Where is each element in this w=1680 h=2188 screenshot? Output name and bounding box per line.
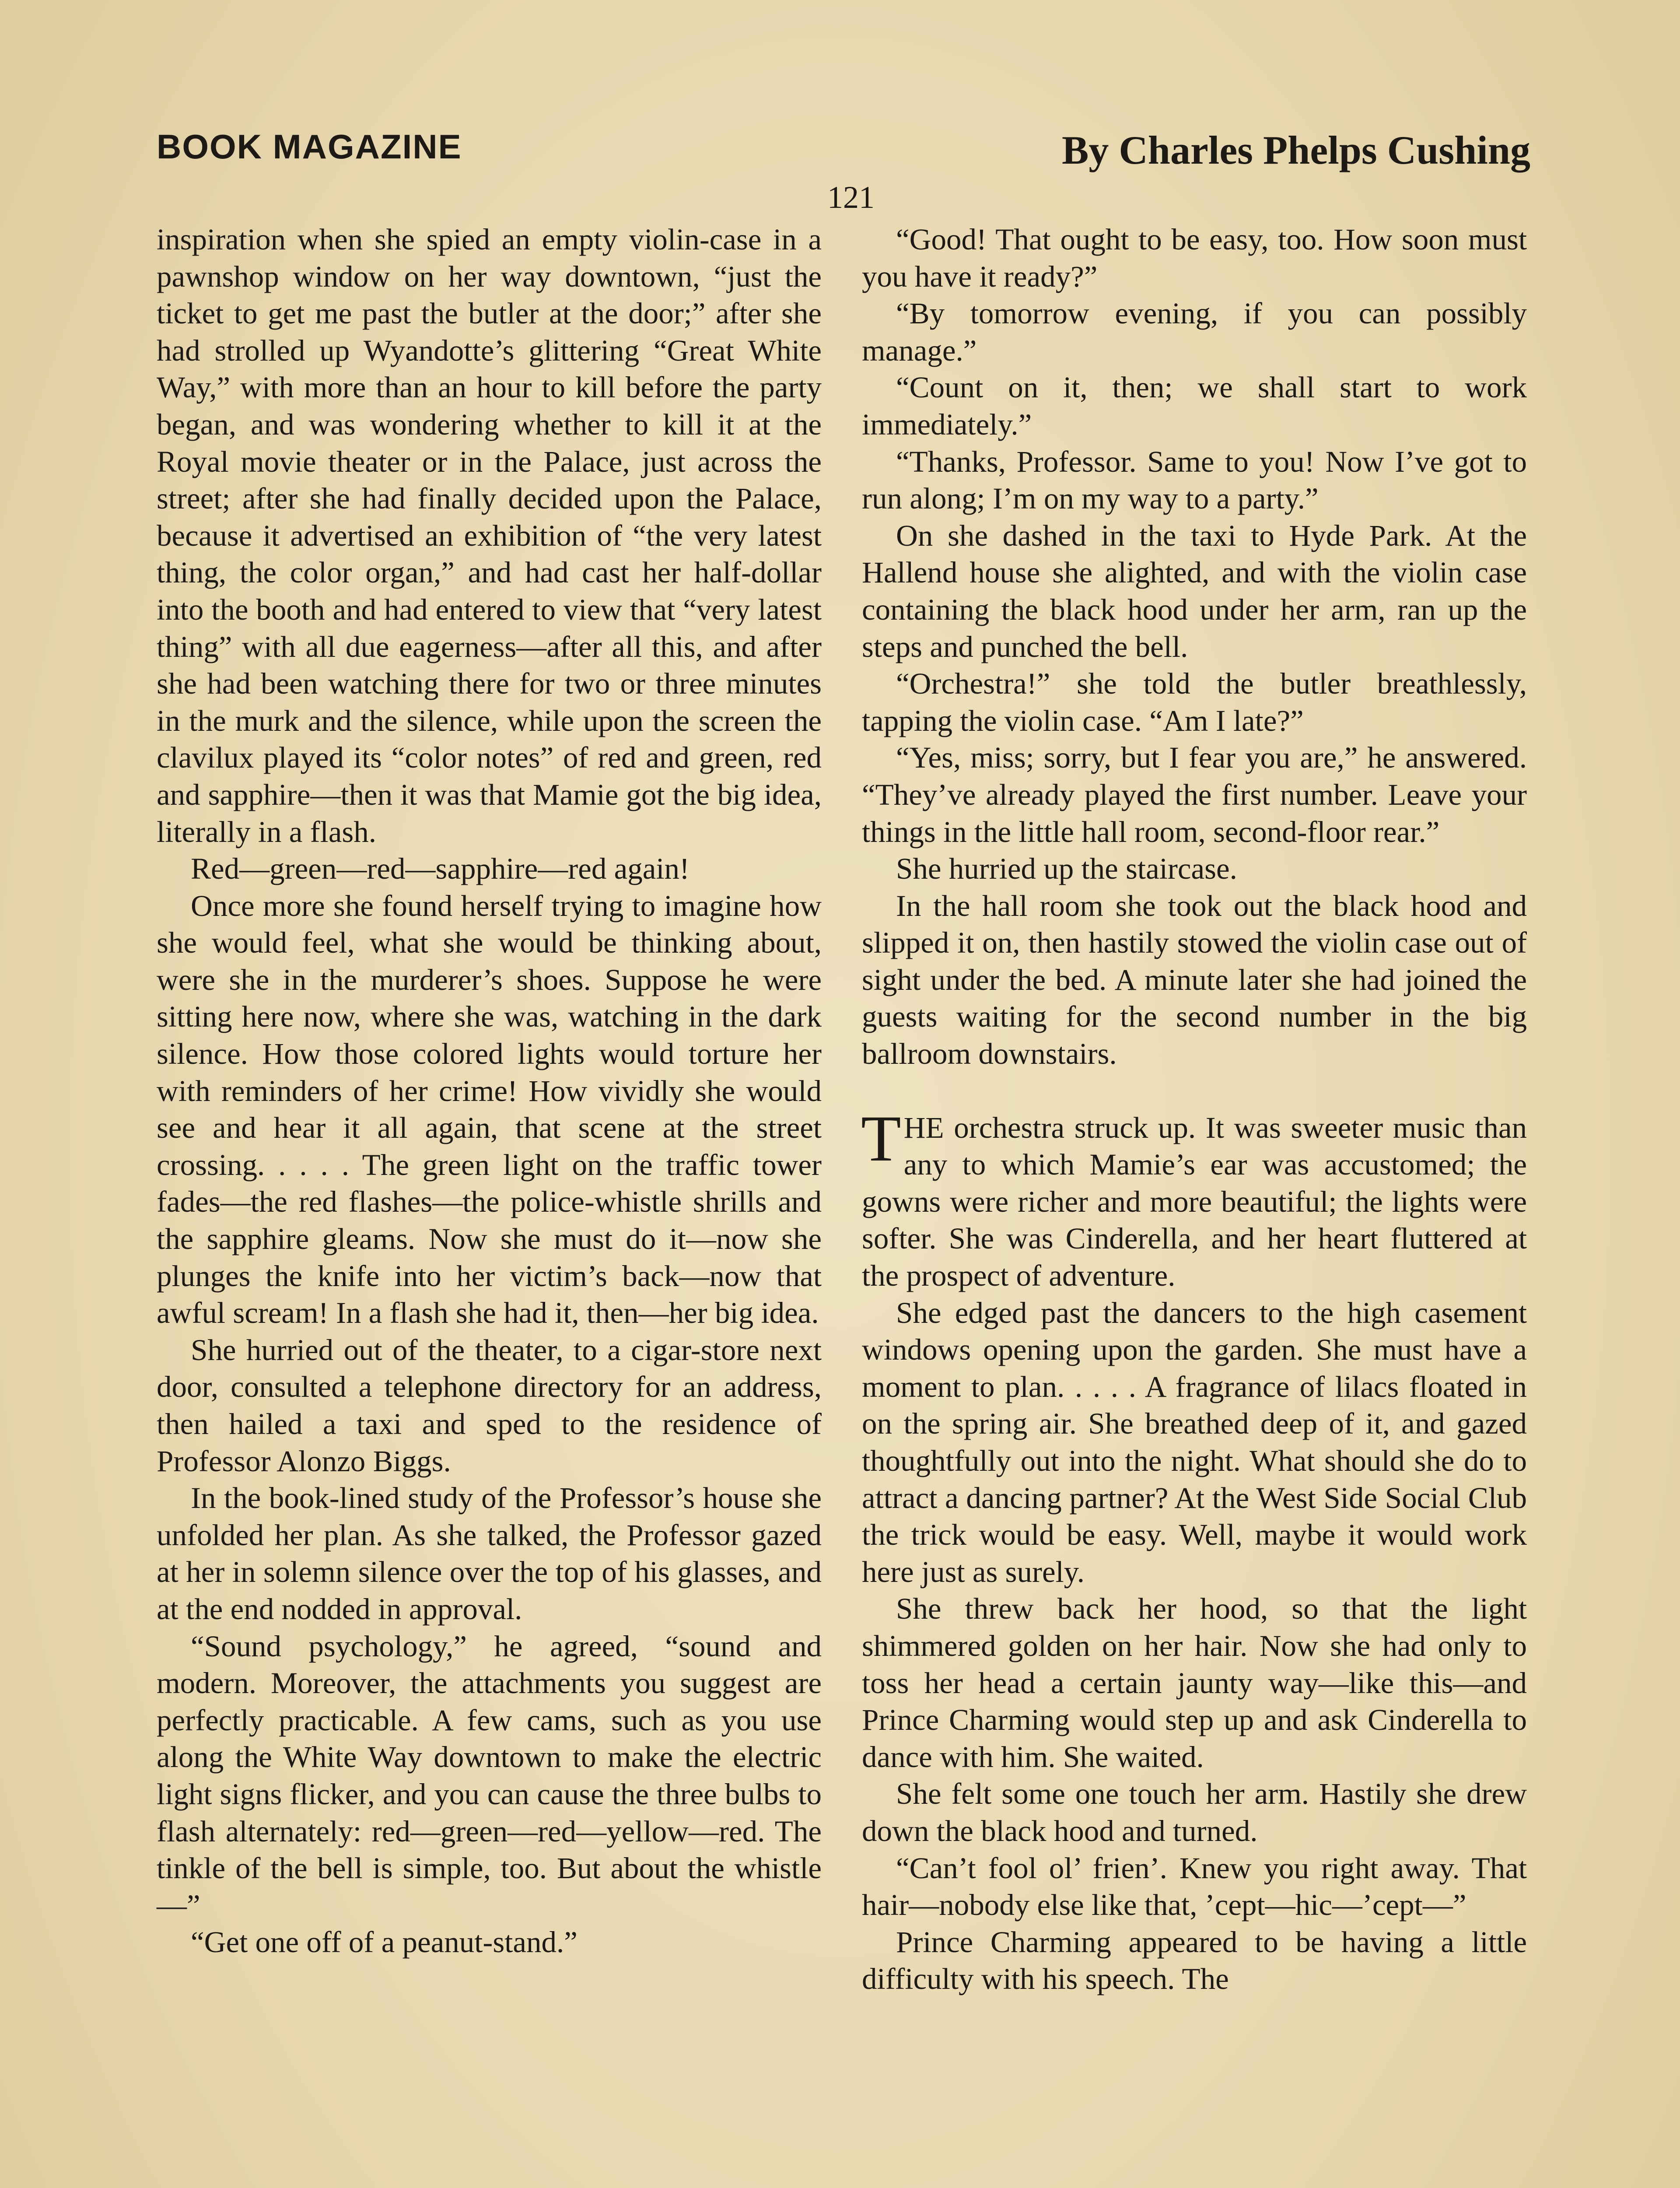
left-text-column bbox=[157, 221, 822, 1961]
paragraph: She hurried up the staircase. bbox=[896, 852, 1237, 886]
paragraph: In the hall room she took out the black hood and slipped it on, then hastily stowed the violin case out of sight under the bed. A minute later she had joined the guests waiting for the second number in the big ballroom downstairs. bbox=[862, 889, 1527, 1071]
paragraph: “Can’t fool ol’ frien’. Knew you right away. That hair—nobody else like that, ’cept—hic—’cept—” bbox=[862, 1851, 1527, 1922]
section-start-paragraph bbox=[861, 1102, 1527, 1294]
paragraph: Prince Charming appeared to be having a little difficulty with his speech. The bbox=[862, 1925, 1527, 1996]
paragraph: “Yes, miss; sorry, but I fear you are,” he answered. “They’ve already played the first number. Leave your things in the little hall room, second-floor rear.” bbox=[862, 741, 1527, 849]
paragraph: “Good! That ought to be easy, too. How soon must you have it ready?” bbox=[862, 223, 1527, 293]
page-number: 121 bbox=[827, 180, 875, 215]
paragraph: She threw back her hood, so that the light shimmered golden on her hair. Now she had only to toss her head a certain jaunty way—like this—and Prince Charming would step up and ask Cinderella to dance with him. She waited. bbox=[862, 1592, 1527, 1774]
magazine-title: BOOK MAGAZINE bbox=[157, 127, 462, 166]
page-header bbox=[157, 127, 1530, 175]
paragraph: “By tomorrow evening, if you can possibly manage.” bbox=[862, 297, 1527, 367]
paragraph: Red—green—red—sapphire—red again! bbox=[191, 852, 690, 886]
paragraph: In the book-lined study of the Professor’s house she unfolded her plan. As she talked, the Professor gazed at her in solemn silence over the top of his glasses, and at the end nodded in approval. bbox=[157, 1481, 822, 1626]
paragraph: She edged past the dancers to the high casement windows opening upon the garden. She must have a moment to plan. . . . . A fragrance of lilacs floated in on the spring air. She breathed deep of it, and gazed thoughtfully out into the night. What should she do to attract a dancing partner? At the West Side Social Club the trick would be easy. Well, maybe it would work here just as surely. bbox=[862, 1296, 1527, 1588]
paragraph: She felt some one touch her arm. Hastily she drew down the black hood and turned. bbox=[862, 1777, 1527, 1848]
paragraph-text: HE orchestra struck up. It was sweeter music than any to which Mamie’s ear was accustomed; the gowns were richer and more beautiful; the lights were softer. She was Cinderella, and her heart fluttered at the prospect of adventure. bbox=[862, 1111, 1527, 1293]
right-text-column bbox=[862, 221, 1527, 1998]
author-byline: By Charles Phelps Cushing bbox=[1061, 128, 1530, 172]
paragraph: “Thanks, Professor. Same to you! Now I’ve got to run along; I’m on my way to a party.” bbox=[862, 445, 1527, 515]
paragraph: “Count on it, then; we shall start to work immediately.” bbox=[862, 371, 1527, 441]
paragraph: “Get one off of a peanut-stand.” bbox=[191, 1925, 578, 1959]
paragraph: “Sound psychology,” he agreed, “sound and modern. Moreover, the attachments you suggest are perfectly practicable. A few cams, such as you use along the White Way downtown to make the electric light signs flicker, and you can cause the three bulbs to flash alternately: red—green—red—yellow—red. The tinkle of the bell is simple, too. But about the whistle—” bbox=[157, 1629, 822, 1922]
paragraph: She hurried out of the theater, to a cigar-store next door, consulted a telephone directory for an address, then hailed a taxi and sped to the residence of Professor Alonzo Biggs. bbox=[157, 1333, 822, 1478]
paragraph: “Orchestra!” she told the butler breathlessly, tapping the violin case. “Am I late?” bbox=[862, 667, 1527, 737]
paragraph: inspiration when she spied an empty violin-case in a pawnshop window on her way downtown, “just the ticket to get me past the butler at the door;” after she had strolled up Wyandotte’s glittering “Great White Way,” with more than an hour to kill before the party began, and was wondering whether to kill it at the Royal movie theater or in the Palace, just across the street; after she had finally decided upon the Palace, because it advertised an exhibition of “the very latest thing, the color organ,” and had cast her half-dollar into the booth and had entered to view that “very latest thing” with all due eagerness—after all this, and after she had been watching there for two or three minutes in the murk and the silence, while upon the screen the clavilux played its “color notes” of red and green, red and sapphire—then it was that Mamie got the big idea, literally in a flash. bbox=[157, 223, 822, 849]
paragraph: On she dashed in the taxi to Hyde Park. At the Hallend house she alighted, and with the violin case containing the black hood under her arm, ran up the steps and punched the bell. bbox=[862, 519, 1527, 663]
paragraph: Once more she found herself trying to imagine how she would feel, what she would be thinking about, were she in the murderer’s shoes. Suppose he were sitting here now, where she was, watching in the dark silence. How those colored lights would torture her with reminders of her crime! How vividly she would see and hear it all again, that scene at the street crossing. . . . . The green light on the traffic tower fades—the red flashes—the police-whistle shrills and the sapphire gleams. Now she must do it—now she plunges the knife into her victim’s back—now that awful scream! In a flash she had it, then—her big idea. bbox=[157, 889, 822, 1330]
drop-cap-letter: T bbox=[861, 1102, 901, 1175]
